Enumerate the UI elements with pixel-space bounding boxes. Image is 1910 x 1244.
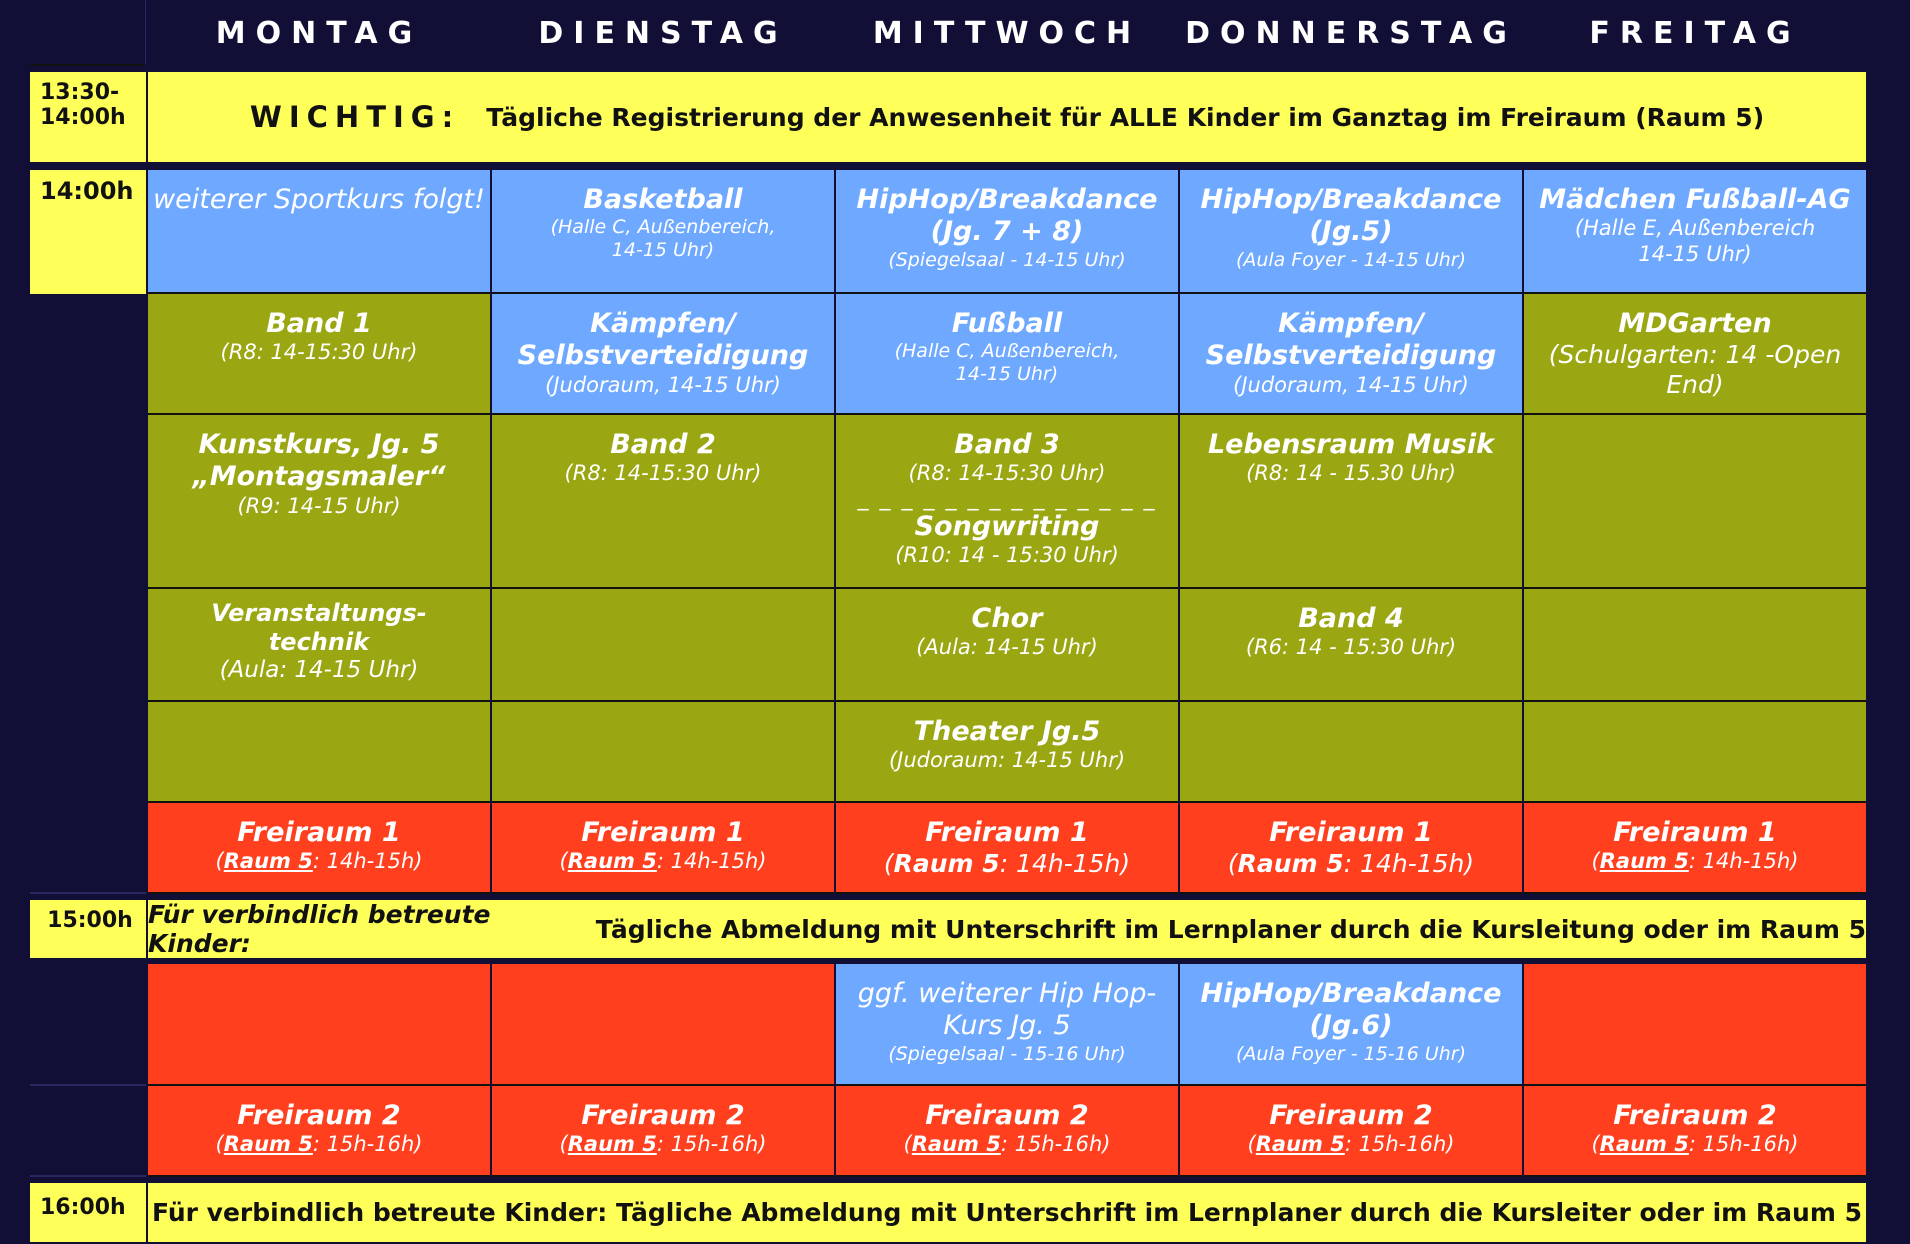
course-title: Band 3 bbox=[954, 429, 1060, 460]
paren: ( bbox=[1227, 849, 1238, 879]
time-column-blank bbox=[30, 964, 146, 1086]
freiraum-title: Freiraum 1 bbox=[1613, 817, 1777, 848]
freiraum-room: Raum 5 bbox=[911, 1132, 1001, 1157]
freiraum-title: Freiraum 1 bbox=[237, 817, 401, 848]
course-details: (Halle E, Außenbereich 14-15 Uhr) bbox=[1574, 216, 1816, 266]
freiraum1-mon bbox=[148, 803, 490, 894]
paren: ( bbox=[903, 1132, 912, 1157]
course-details: (Judoraum, 14-15 Uhr) bbox=[1233, 372, 1469, 397]
time-label-1600: 16:00h bbox=[30, 1183, 146, 1242]
schedule-grid bbox=[30, 0, 1866, 1244]
course-tue-kaempfen bbox=[492, 294, 834, 415]
time-label-1500: 15:00h bbox=[30, 900, 146, 958]
paren: ( bbox=[1591, 1132, 1600, 1157]
day-header-donnerstag: DONNERSTAG bbox=[1185, 15, 1517, 51]
freiraum-time: : 14h-15h) bbox=[312, 849, 423, 874]
course-title: Basketball bbox=[583, 184, 743, 215]
freiraum2-tue bbox=[492, 1086, 834, 1177]
freiraum-time: : 15h-16h) bbox=[656, 1132, 767, 1157]
course-thu-hiphop bbox=[1180, 170, 1522, 294]
course-details: (R8: 14-15:30 Uhr) bbox=[564, 461, 762, 486]
freiraum1-tue bbox=[492, 803, 834, 894]
freiraum-room: Raum 5 bbox=[567, 849, 657, 874]
paren: ( bbox=[215, 1132, 224, 1157]
course-title: HipHop/Breakdance (Jg.5) bbox=[1200, 184, 1502, 248]
empty-slot bbox=[1524, 589, 1866, 702]
freiraum-title: Freiraum 2 bbox=[1613, 1100, 1777, 1131]
course-details: (R6: 14 - 15:30 Uhr) bbox=[1245, 635, 1457, 660]
course-title: Kämpfen/ Selbstverteidigung bbox=[517, 308, 809, 372]
course-title: Fußball bbox=[951, 308, 1063, 339]
course-mon-band1 bbox=[148, 294, 490, 415]
freiraum-room: Raum 5 bbox=[567, 1132, 657, 1157]
course-wed-hiphop bbox=[836, 170, 1178, 294]
freiraum-room: Raum 5 bbox=[1255, 1132, 1345, 1157]
freiraum-room: Raum 5 bbox=[1599, 849, 1689, 874]
freiraum-title: Freiraum 2 bbox=[1269, 1100, 1433, 1131]
wichtig-text: Tägliche Registrierung der Anwesenheit für ALLE Kinder im Ganztag im Freiraum (Raum 5) bbox=[486, 102, 1765, 132]
freiraum-time: : 14h-15h) bbox=[656, 849, 767, 874]
empty-slot bbox=[148, 702, 490, 803]
paren: ( bbox=[1247, 1132, 1256, 1157]
course-wed-fussball bbox=[836, 294, 1178, 415]
empty-slot bbox=[492, 702, 834, 803]
course-details: (R8: 14-15:30 Uhr) bbox=[220, 340, 418, 365]
paren: ( bbox=[559, 849, 568, 874]
course-tue-band2 bbox=[492, 415, 834, 589]
empty-slot bbox=[492, 589, 834, 702]
freiraum-time: : 14h-15h) bbox=[1343, 849, 1475, 879]
course-details: (Spiegelsaal - 15-16 Uhr) bbox=[888, 1042, 1126, 1065]
day-header-montag: MONTAG bbox=[215, 15, 423, 51]
time-column-blank bbox=[30, 1086, 146, 1177]
abmeldung-banner-1600: Für verbindlich betreute Kinder: Tägliche Abmeldung mit Unterschrift im Lernplaner durch die Kursleiter oder im Raum 5 bbox=[148, 1183, 1866, 1242]
freiraum-room: Raum 5 bbox=[893, 849, 1000, 879]
freiraum2-fri bbox=[1524, 1086, 1866, 1177]
course-title: Lebensraum Musik bbox=[1207, 429, 1495, 460]
freiraum-title: Freiraum 2 bbox=[925, 1100, 1089, 1131]
freiraum1-wed bbox=[836, 803, 1178, 894]
freiraum-title: Freiraum 1 bbox=[1269, 817, 1433, 848]
course-title: Chor bbox=[971, 603, 1043, 634]
course-details: (Spiegelsaal - 14-15 Uhr) bbox=[888, 248, 1126, 271]
freiraum2-mon bbox=[148, 1086, 490, 1177]
course-title: Kunstkurs, Jg. 5 „Montagsmaler“ bbox=[192, 429, 446, 493]
course-details: (Aula: 14-15 Uhr) bbox=[916, 635, 1098, 660]
empty-slot bbox=[1524, 964, 1866, 1086]
course-details: (R10: 14 - 15:30 Uhr) bbox=[895, 543, 1119, 568]
course-details: (Halle C, Außenbereich, 14-15 Uhr) bbox=[550, 216, 776, 262]
course-title: Songwriting bbox=[914, 510, 1100, 542]
paren: ( bbox=[1591, 849, 1600, 874]
banner-text: Tägliche Abmeldung mit Unterschrift im Lernplaner durch die Kursleitung oder im Raum 5 bbox=[587, 914, 1866, 944]
course-details: (R9: 14-15 Uhr) bbox=[237, 493, 401, 518]
course-details: (Judoraum: 14-15 Uhr) bbox=[888, 748, 1126, 773]
course-title: Band 4 bbox=[1298, 603, 1404, 634]
course-title: MDGarten bbox=[1618, 308, 1772, 339]
freiraum2-wed bbox=[836, 1086, 1178, 1177]
freiraum-time: : 15h-16h) bbox=[1344, 1132, 1455, 1157]
freiraum-title: Freiraum 1 bbox=[581, 817, 745, 848]
freiraum-title: Freiraum 2 bbox=[581, 1100, 745, 1131]
course-mon-kunstkurs bbox=[148, 415, 490, 589]
paren: ( bbox=[215, 849, 224, 874]
course-wed-hiphop-jg5 bbox=[836, 964, 1178, 1086]
corner-cell bbox=[30, 0, 146, 66]
freiraum-title: Freiraum 1 bbox=[925, 817, 1089, 848]
course-title: ggf. weiterer Hip Hop- Kurs Jg. 5 bbox=[857, 978, 1157, 1042]
course-thu-kaempfen bbox=[1180, 294, 1522, 415]
empty-slot bbox=[492, 964, 834, 1086]
empty-slot bbox=[1524, 415, 1866, 589]
day-header-dienstag: DIENSTAG bbox=[538, 15, 788, 51]
course-title: HipHop/Breakdance (Jg.6) bbox=[1200, 978, 1502, 1042]
day-header-freitag: FREITAG bbox=[1589, 15, 1801, 51]
course-details: (Judoraum, 14-15 Uhr) bbox=[545, 372, 781, 397]
empty-slot bbox=[148, 964, 490, 1086]
abmeldung-banner-1500 bbox=[148, 900, 1866, 958]
wichtig-banner bbox=[148, 72, 1866, 162]
freiraum-time: : 14h-15h) bbox=[999, 849, 1131, 879]
paren: ( bbox=[883, 849, 894, 879]
course-wed-chor bbox=[836, 589, 1178, 702]
course-details: (R8: 14-15:30 Uhr) bbox=[908, 461, 1106, 486]
course-thu-band4 bbox=[1180, 589, 1522, 702]
course-details: (R8: 14 - 15.30 Uhr) bbox=[1246, 461, 1456, 486]
course-title: Band 2 bbox=[610, 429, 716, 460]
freiraum-title: Freiraum 2 bbox=[237, 1100, 401, 1131]
course-title: Kämpfen/ Selbstverteidigung bbox=[1205, 308, 1497, 372]
banner-lead: Für verbindlich betreute Kinder: bbox=[148, 900, 491, 958]
time-label-1330: 13:30- 14:00h bbox=[30, 72, 146, 162]
course-thu-hiphop-jg6 bbox=[1180, 964, 1522, 1086]
freiraum-room: Raum 5 bbox=[1599, 1132, 1689, 1157]
freiraum1-thu bbox=[1180, 803, 1522, 894]
course-details: (Aula: 14-15 Uhr) bbox=[219, 656, 419, 683]
course-fri-mdgarten bbox=[1524, 294, 1866, 415]
course-title: HipHop/Breakdance (Jg. 7 + 8) bbox=[856, 184, 1158, 248]
course-title: Veranstaltungs- technik bbox=[211, 599, 427, 656]
freiraum-time: : 15h-16h) bbox=[1000, 1132, 1111, 1157]
empty-slot bbox=[1524, 702, 1866, 803]
course-wed-theater bbox=[836, 702, 1178, 803]
empty-slot bbox=[1180, 702, 1522, 803]
freiraum2-thu bbox=[1180, 1086, 1522, 1177]
day-header-mittwoch: MITTWOCH bbox=[872, 15, 1142, 51]
course-title: Theater Jg.5 bbox=[913, 716, 1101, 747]
dashed-divider: _ _ _ _ _ _ _ _ _ _ _ _ _ _ bbox=[857, 485, 1157, 511]
freiraum-time: : 14h-15h) bbox=[1688, 849, 1799, 874]
course-mon-veranstaltungstechnik bbox=[148, 589, 490, 702]
freiraum-room: Raum 5 bbox=[223, 1132, 313, 1157]
time-label-1400: 14:00h bbox=[30, 170, 146, 294]
course-details: (Schulgarten: 14 -Open End) bbox=[1548, 340, 1842, 400]
course-title: Mädchen Fußball-AG bbox=[1539, 184, 1851, 215]
freiraum-time: : 15h-16h) bbox=[312, 1132, 423, 1157]
course-thu-lebensraum-musik bbox=[1180, 415, 1522, 589]
course-details: (Aula Foyer - 14-15 Uhr) bbox=[1235, 248, 1467, 271]
course-title: Band 1 bbox=[266, 308, 372, 339]
course-details: (Aula Foyer - 15-16 Uhr) bbox=[1235, 1042, 1467, 1065]
course-mon-sport bbox=[148, 170, 490, 294]
freiraum1-fri bbox=[1524, 803, 1866, 894]
course-wed-band3-songwriting bbox=[836, 415, 1178, 589]
wichtig-label: WICHTIG: bbox=[249, 100, 461, 134]
course-tue-basketball bbox=[492, 170, 834, 294]
paren: ( bbox=[559, 1132, 568, 1157]
course-title: weiterer Sportkurs folgt! bbox=[153, 184, 485, 215]
freiraum-room: Raum 5 bbox=[1237, 849, 1344, 879]
course-details: (Halle C, Außenbereich, 14-15 Uhr) bbox=[894, 340, 1120, 386]
freiraum-time: : 15h-16h) bbox=[1688, 1132, 1799, 1157]
time-column-blank bbox=[30, 294, 146, 894]
freiraum-room: Raum 5 bbox=[223, 849, 313, 874]
course-fri-fussball bbox=[1524, 170, 1866, 294]
